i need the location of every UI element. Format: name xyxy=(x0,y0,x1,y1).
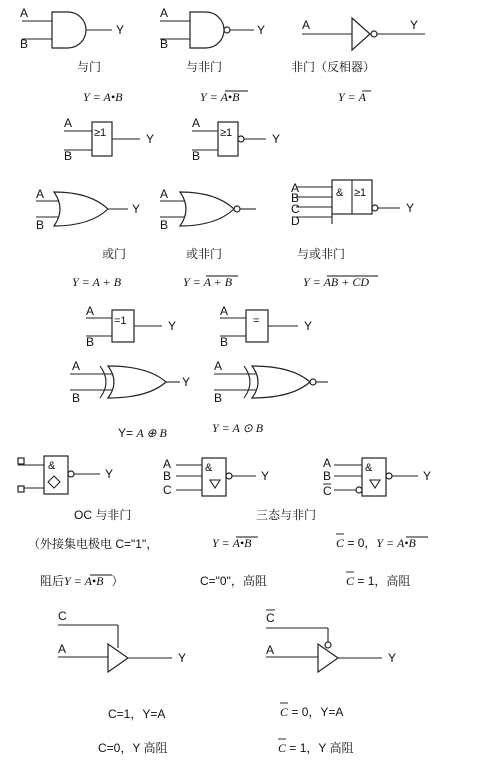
and-gate xyxy=(20,6,124,51)
nor-formula: Y = A + B xyxy=(183,275,233,289)
nand-gate-name: 与非门 xyxy=(186,60,223,74)
pin-b: B xyxy=(323,469,332,483)
pin-b: B xyxy=(20,37,29,51)
xnor-gate xyxy=(214,359,328,405)
or-symbol: ≥1 xyxy=(94,127,107,139)
pin-a: A xyxy=(160,6,169,20)
and-or-invert-gate xyxy=(291,180,414,228)
pin-a: A xyxy=(163,457,172,471)
and-gate-name: 与门 xyxy=(77,60,102,74)
xnor-formula: Y = A ⊙ B xyxy=(212,421,264,435)
tri-state-nand-gate-2 xyxy=(323,456,431,498)
nand-formula: Y = A•B xyxy=(200,90,240,104)
pin-a: A xyxy=(323,456,332,470)
pin-y: Y xyxy=(105,467,114,481)
tri-cond1-formula: Y = A•B xyxy=(212,536,252,550)
xnor-gate-iec xyxy=(220,304,312,349)
pin-b: B xyxy=(160,218,169,232)
nor-gate-iec xyxy=(192,116,280,163)
not-gate xyxy=(302,18,425,50)
xnor-symbol: = xyxy=(253,315,260,327)
pin-a: A xyxy=(58,642,67,656)
pin-a: A xyxy=(20,6,29,20)
pin-b: B xyxy=(163,469,172,483)
pin-b: B xyxy=(36,218,45,232)
nor-gate xyxy=(160,187,256,232)
pin-c: C xyxy=(58,609,67,623)
pin-a: A xyxy=(192,116,201,130)
pin-a: A xyxy=(291,181,300,195)
pin-a: A xyxy=(160,187,169,201)
pin-b: B xyxy=(64,149,73,163)
not-gate-name: 非门（反相器） xyxy=(291,60,376,74)
and-formula: Y = A•B xyxy=(83,90,123,104)
tri-cond4: C = 1，高阻 xyxy=(346,574,411,588)
pin-a: A xyxy=(220,304,229,318)
pin-y: Y xyxy=(272,132,281,146)
pin-b: B xyxy=(86,335,95,349)
pin-a: A xyxy=(266,643,275,657)
nand-gate xyxy=(160,6,265,51)
pin-b: B xyxy=(220,335,229,349)
pin-a: A xyxy=(214,359,223,373)
pin-a: A xyxy=(86,304,95,318)
xor-gate xyxy=(70,359,190,405)
pin-y: Y xyxy=(423,469,432,483)
pin-a: A xyxy=(302,18,311,32)
tri-gate-name: 三态与非门 xyxy=(256,508,317,522)
tri-state-buffer-2 xyxy=(266,610,396,672)
buf2-line2: C = 1，Y 高阻 xyxy=(278,741,354,755)
oc-nand-gate xyxy=(18,456,113,494)
pin-y: Y xyxy=(168,319,177,333)
buf2-line1: C = 0，Y=A xyxy=(280,705,344,719)
pin-c: C xyxy=(323,484,332,498)
pin-y: Y xyxy=(257,23,266,37)
tri-state-nand-gate-1 xyxy=(163,457,269,497)
xor-gate-iec xyxy=(86,304,176,349)
nor-gate-name: 或非门 xyxy=(186,247,223,261)
nor-symbol: ≥1 xyxy=(220,127,233,139)
buf1-line2: C=0，Y 高阻 xyxy=(98,741,168,755)
aoi-formula: Y = AB + CD xyxy=(303,275,369,289)
pin-y: Y xyxy=(178,651,187,665)
pin-y: Y xyxy=(410,18,419,32)
pin-c: C xyxy=(163,483,172,497)
oc-note-line2: 阻后Y = A•B ） xyxy=(40,574,124,588)
pin-b: B xyxy=(72,391,81,405)
pin-y: Y xyxy=(146,132,155,146)
pin-y: Y xyxy=(116,23,125,37)
or-gate-iec xyxy=(64,116,154,163)
pin-c: C xyxy=(291,202,300,216)
pin-y: Y xyxy=(304,319,313,333)
not-formula: Y = A xyxy=(338,90,366,104)
pin-y: Y xyxy=(182,375,191,389)
pin-y: Y xyxy=(406,201,415,215)
pin-b: B xyxy=(192,149,201,163)
or-gate-name: 或门 xyxy=(102,247,127,261)
pin-b: B xyxy=(214,391,223,405)
and-symbol: & xyxy=(205,462,213,474)
pin-b: B xyxy=(291,191,300,205)
oc-gate-name: OC 与非门 xyxy=(74,508,132,522)
or-gate xyxy=(36,187,140,232)
buf1-line1: C=1，Y=A xyxy=(108,707,166,721)
oc-note-line1: （外接集电极电 C="1"， xyxy=(28,537,159,551)
and-symbol: & xyxy=(365,462,373,474)
or-formula: Y = A + B xyxy=(72,275,122,289)
tri-cond2: C="0"，高阻 xyxy=(200,574,267,588)
pin-y: Y xyxy=(388,651,397,665)
and-symbol: & xyxy=(48,460,56,472)
pin-y: Y xyxy=(261,469,270,483)
or-symbol: ≥1 xyxy=(354,187,367,199)
tri-cond3: C = 0，Y = A•B xyxy=(336,536,416,550)
and-symbol: & xyxy=(336,187,344,199)
pin-d: D xyxy=(291,214,300,228)
pin-y: Y xyxy=(132,202,141,216)
pin-c: C xyxy=(266,611,275,625)
pin-a: A xyxy=(72,359,81,373)
aoi-gate-name: 与或非门 xyxy=(297,247,346,261)
xor-symbol: =1 xyxy=(114,315,127,327)
tri-state-buffer-1 xyxy=(58,609,186,672)
pin-b: B xyxy=(160,37,169,51)
pin-a: A xyxy=(64,116,73,130)
xor-formula: Y= A ⊕ B xyxy=(118,426,167,440)
pin-a: A xyxy=(36,187,45,201)
